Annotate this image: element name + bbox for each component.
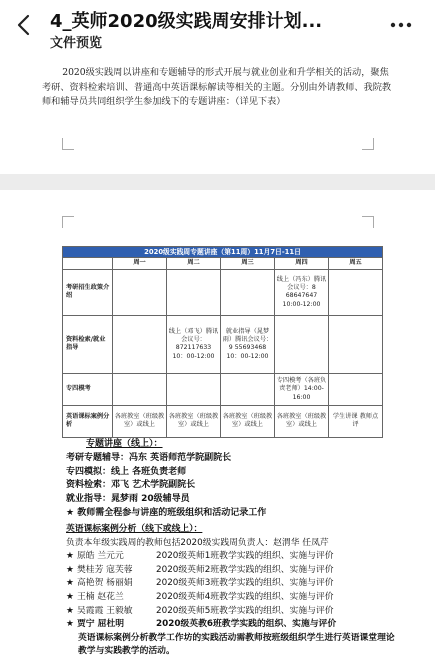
table-cell — [113, 269, 167, 315]
schedule-caption: 2020级实践周专题讲座（第11周）11月7日-11日 — [63, 247, 383, 258]
table-header-cell: 周二 — [167, 258, 221, 269]
table-row — [63, 315, 383, 373]
item-description: 2020级英师4班教学实践的组织、实施与评价 — [156, 591, 334, 602]
lecture-item: 专四模拟：线上 各班负责老师 — [66, 466, 187, 477]
page-corner-mark — [362, 216, 374, 228]
star-icon: ★ — [66, 551, 74, 562]
table-cell: 线上（冯东）腾讯会议号：8 68647647 10:00-12:00 — [275, 269, 329, 315]
document-page-1 — [0, 56, 435, 174]
table-cell — [221, 373, 275, 405]
table-cell: 各班教室（班级教室）或线上 — [113, 405, 167, 437]
table-cell — [221, 269, 275, 315]
table-cell — [113, 373, 167, 405]
page-separator — [0, 174, 435, 190]
intro-paragraph: 2020级实践周以讲座和专题辅导的形式开展与就业创业和升学相关的活动，聚焦考研、资料检索培训、普通高中英语课标解读等相关的主题。分别由外请教师、我院教师和辅导员共同组织学生参加线下的专题讲座：（详见下表） — [42, 67, 392, 107]
table-row — [63, 269, 383, 315]
table-cell: 就业指导（晁梦雨）腾讯会议号：9 55693468 10：00-12:00 — [221, 315, 275, 373]
closing-note: 英语课标案例分析教学工作坊的实践活动需教师按班级组织学生进行英语课堂理论教学与实践教学的活动。 — [78, 632, 395, 657]
table-cell: 学生讲课 教师点评 — [329, 405, 383, 437]
page-subtitle: 文件预览 — [50, 36, 103, 51]
item-description: 2020级英师3班教学实践的组织、实施与评价 — [156, 578, 334, 589]
table-row — [63, 405, 383, 437]
star-icon: ★ — [66, 578, 74, 589]
table-cell — [329, 373, 383, 405]
table-cell — [113, 315, 167, 373]
page-corner-mark — [62, 138, 74, 150]
lecture-item: 资料检索：邓飞 艺术学院副院长 — [66, 480, 196, 491]
item-description: 2020级英教6班教学实践的组织、实施与评价 — [156, 619, 337, 630]
list-item — [66, 591, 396, 605]
table-cell: 各班教室（班级教室）或线上 — [167, 405, 221, 437]
lectures-section — [66, 438, 386, 521]
top-bar — [0, 0, 435, 56]
table-cell: 各班教室（班级教室）或线上 — [275, 405, 329, 437]
chevron-left-icon[interactable] — [12, 12, 38, 38]
case-analysis-heading: 英语课标案例分析（线下或线上）： — [66, 524, 203, 534]
case-analysis-lead: 负责本年级实践周的教师包括2020级实践周负责人：赵渭华 任凤芹 — [66, 537, 329, 548]
star-icon: ★ — [66, 591, 74, 602]
item-description: 2020级英师1班教学实践的组织、实施与评价 — [156, 551, 334, 562]
table-cell — [167, 373, 221, 405]
lecture-item: 考研专题辅导：冯东 英语师范学院副院长 — [66, 452, 232, 463]
table-header-cell: 周五 — [329, 258, 383, 269]
list-item — [66, 577, 396, 591]
more-dots-icon[interactable] — [386, 14, 416, 36]
table-header-cell: 周三 — [221, 258, 275, 269]
table-cell: 专四模考（各班负责老师）14:00-16:00 — [275, 373, 329, 405]
item-description: 2020级英师5班教学实践的组织、实施与评价 — [156, 605, 334, 616]
item-description: 2020级英师2班教学实践的组织、实施与评价 — [156, 564, 334, 575]
schedule-table — [62, 246, 383, 438]
table-cell — [275, 315, 329, 373]
document-page-2 — [0, 190, 435, 666]
teacher-names: 原皓 兰元元 — [77, 551, 124, 562]
star-icon: ★ — [66, 605, 74, 616]
teacher-names: 吴霞霞 王毅敏 — [77, 605, 133, 616]
star-icon: ★ — [66, 619, 74, 630]
row-header: 专四模考 — [63, 373, 113, 405]
table-cell: 线上（邓飞）腾讯会议号：872117633 10：00-12:00 — [167, 315, 221, 373]
lecture-item: 就业指导：晁梦雨 20级辅导员 — [66, 494, 190, 505]
list-item — [66, 550, 396, 564]
teacher-names: 贾宁 屈杜明 — [77, 619, 125, 630]
table-cell — [167, 269, 221, 315]
table-header-cell — [63, 258, 113, 269]
row-header: 资料检索/就业指导 — [63, 315, 113, 373]
lectures-heading: 专题讲座（线上）： — [86, 439, 163, 449]
case-analysis-section — [66, 523, 396, 659]
teacher-names: 樊桂芳 寇芙蓉 — [77, 564, 133, 575]
star-icon: ★ — [66, 564, 74, 575]
list-item — [66, 605, 396, 619]
lecture-note: ★ 教师需全程参与讲座的班级组织和活动记录工作 — [66, 507, 267, 518]
table-cell — [329, 315, 383, 373]
document-title: 4_英师2020级实践周安排计划... — [50, 11, 323, 32]
row-header: 英语课标案例分析 — [63, 405, 113, 437]
table-header-cell: 周四 — [275, 258, 329, 269]
list-item — [66, 564, 396, 578]
table-row — [63, 373, 383, 405]
table-cell: 各班教室（班级教室）或线上 — [221, 405, 275, 437]
table-cell — [329, 269, 383, 315]
table-header-cell: 周一 — [113, 258, 167, 269]
list-item — [66, 618, 396, 632]
row-header: 考研招生政策介绍 — [63, 269, 113, 315]
teacher-names: 王楠 赵花兰 — [77, 591, 124, 602]
page-corner-mark — [362, 138, 374, 150]
teacher-names: 高艳贺 杨丽娟 — [77, 578, 133, 589]
page-corner-mark — [62, 216, 74, 228]
